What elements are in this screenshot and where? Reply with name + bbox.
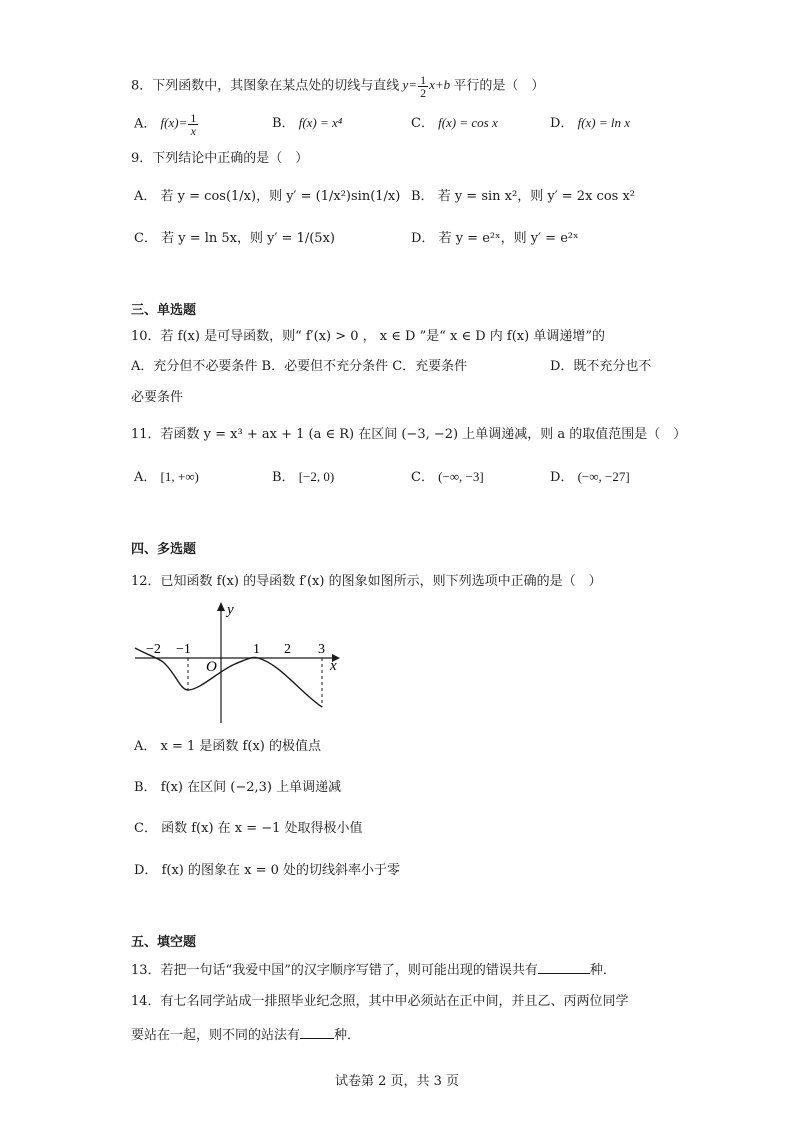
q11-option-d xyxy=(550,466,630,489)
q14-line-1: 14．有七名同学站成一排照毕业纪念照，其中甲必须站在正中间，并且乙、丙两位同学 xyxy=(131,994,629,1009)
option-letter: A． xyxy=(134,470,157,485)
option-letter: C． xyxy=(134,821,157,836)
option-letter: C． xyxy=(411,470,434,485)
y-axis-label: y xyxy=(227,602,234,618)
q11-option-a xyxy=(134,466,199,489)
q10-options: A．充分但不必要条件 B．必要但不充分条件 C．充要条件 xyxy=(131,359,468,374)
tick-label-2: 2 xyxy=(284,642,291,657)
q12-option-b-text: f(x) 在区间 (−2,3) 上单调递减 xyxy=(160,780,342,795)
q12-option-c xyxy=(134,818,363,840)
q8-stem-text: 8．下列函数中，其图象在某点处的切线与直线 xyxy=(131,78,400,94)
q14-text-end: 种． xyxy=(334,1028,361,1043)
q9-option-d-text: 若 y = e²ˣ，则 y′ = e²ˣ xyxy=(438,231,579,246)
q11-option-c xyxy=(411,466,484,489)
tick-label-1: 1 xyxy=(253,642,260,657)
q12-option-a-text: x = 1 是函数 f(x) 的极值点 xyxy=(160,739,321,754)
q8-option-b-expr: f(x) = x⁴ xyxy=(298,115,343,130)
q12-option-d xyxy=(134,860,400,882)
q9-option-b-text: 若 y = sin x²，则 y′ = 2x cos x² xyxy=(437,189,635,204)
tick-label-3: 3 xyxy=(318,642,325,657)
q11-option-c-expr: (−∞, −3] xyxy=(438,469,484,484)
q14-answer-blank[interactable] xyxy=(300,1024,334,1039)
q11-stem: 11．若函数 y = x³ + ax + 1 (a ∈ R) 在区间 (−3, −2) 上单调递减，则 a 的取值范围是（ ） xyxy=(131,427,687,442)
option-letter: B． xyxy=(272,470,295,485)
option-letter: A． xyxy=(134,739,157,754)
origin-label: O xyxy=(206,659,217,675)
q10-stem: 10．若 f(x) 是可导函数，则“ f′(x) > 0 ， x ∈ D ”是“ x ∈ D 内 f(x) 单调递增”的 xyxy=(131,329,605,344)
q9-stem: 9．下列结论中正确的是（ ） xyxy=(131,151,309,166)
q12-option-a xyxy=(134,736,321,758)
q8-option-b xyxy=(272,112,342,135)
q8-option-a xyxy=(134,112,199,137)
q12-stem: 12．已知函数 f(x) 的导函数 f′(x) 的图象如图所示，则下列选项中正确的是（ ） xyxy=(131,574,602,589)
q8-line-equation: y= $\frac{1}{2}$ x+b xyxy=(399,73,454,100)
q8-stem-end: 平行的是（ ） xyxy=(453,78,545,94)
q10-option-d: D．既不充分也不 xyxy=(550,359,652,374)
q11-option-d-expr: (−∞, −27] xyxy=(577,469,630,484)
q8-option-c-expr: f(x) = cos x xyxy=(438,115,498,130)
option-letter: D． xyxy=(550,470,574,485)
option-letter: C． xyxy=(134,231,157,246)
section-4-title: 四、多选题 xyxy=(131,542,197,557)
q12-option-d-text: f(x) 的图象在 x = 0 处的切线斜率小于零 xyxy=(161,863,401,878)
q9-option-d xyxy=(411,228,579,250)
section-3-title: 三、单选题 xyxy=(131,303,197,318)
q8-option-a-expr: f(x)= $\frac{1}{x}$ xyxy=(160,111,197,138)
option-letter: D． xyxy=(134,863,158,878)
q8-option-d-expr: f(x) = ln x xyxy=(577,115,631,130)
q11-option-b-expr: [−2, 0) xyxy=(298,469,335,484)
q9-option-c xyxy=(134,228,335,250)
q13-text: 13．若把一句话“我爱中国”的汉字顺序写错了，则可能出现的错误共有 xyxy=(131,963,538,978)
option-letter: A． xyxy=(134,189,157,204)
x-axis-label: x xyxy=(330,658,337,674)
q13-text-end: 种． xyxy=(589,963,616,978)
tick-label-neg1: −1 xyxy=(176,642,191,657)
q9-option-a xyxy=(134,186,400,208)
q9-option-a-text: 若 y = cos(1/x)，则 y′ = (1/x²)sin(1/x) xyxy=(160,189,401,204)
q13-answer-blank[interactable] xyxy=(538,959,590,974)
q12-derivative-graph xyxy=(130,598,350,728)
option-letter: B． xyxy=(411,189,434,204)
q8-option-c xyxy=(411,112,498,135)
option-letter: C． xyxy=(411,116,434,131)
option-letter: D． xyxy=(411,231,435,246)
page-footer: 试卷第 2 页，共 3 页 xyxy=(334,1074,460,1089)
q12-option-b xyxy=(134,777,341,799)
option-letter: B． xyxy=(134,780,157,795)
q13 xyxy=(131,959,616,981)
q11-option-b xyxy=(272,466,334,489)
q12-option-c-text: 函数 f(x) 在 x = −1 处取得极小值 xyxy=(161,821,363,836)
tick-label-neg2: −2 xyxy=(146,642,161,657)
option-letter: D． xyxy=(550,116,574,131)
q11-option-a-expr: [1, +∞) xyxy=(160,469,199,484)
q8-option-d xyxy=(550,112,630,135)
q8-stem xyxy=(131,74,544,99)
option-letter: B． xyxy=(272,116,295,131)
q9-option-c-text: 若 y = ln 5x，则 y′ = 1/(5x) xyxy=(161,231,335,246)
q14-line-2 xyxy=(131,1024,360,1046)
q9-option-b xyxy=(411,186,635,208)
section-5-title: 五、填空题 xyxy=(131,935,197,950)
option-letter: A． xyxy=(134,116,157,132)
q10-option-d-cont: 必要条件 xyxy=(131,390,184,405)
q14-text: 要站在一起，则不同的站法有 xyxy=(131,1028,301,1043)
y-axis-arrow xyxy=(217,602,225,611)
derivative-curve xyxy=(135,648,322,707)
